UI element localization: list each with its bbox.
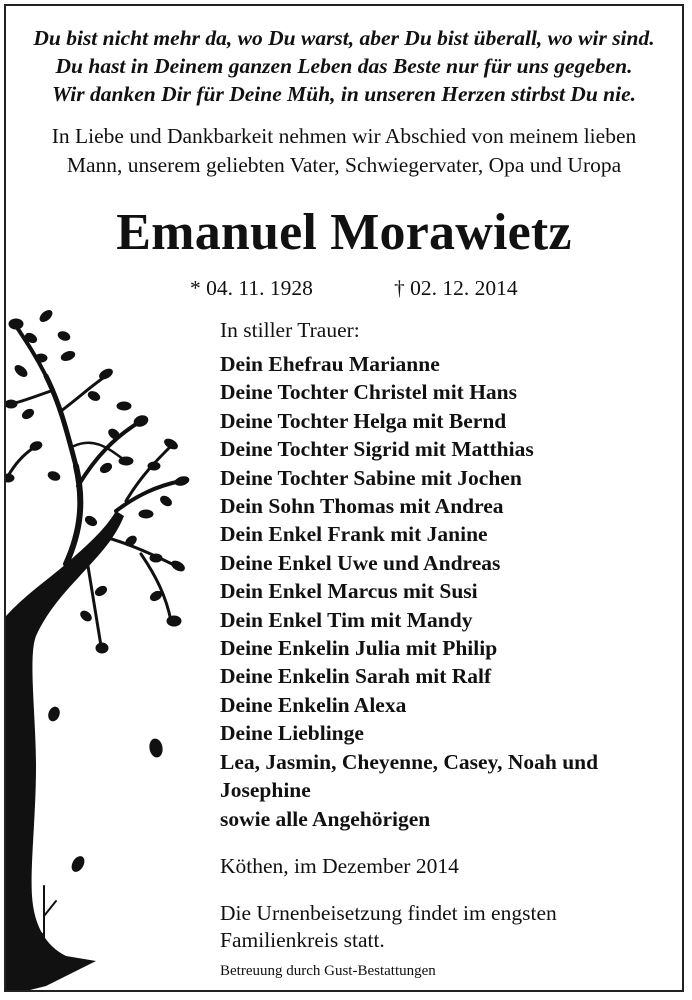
mourner-item: Deine Enkel Uwe und Andreas bbox=[220, 550, 501, 575]
birth-date: * 04. 11. 1928 bbox=[190, 276, 313, 300]
deceased-name: Emanuel Morawietz bbox=[116, 204, 572, 261]
intro-text bbox=[6, 122, 682, 179]
trauer-heading: In stiller Trauer: bbox=[220, 318, 360, 342]
intro-line: In Liebe und Dankbarkeit nehmen wir Abschied von meinem lieben bbox=[51, 124, 637, 148]
mourner-item: Deine Tochter Sabine mit Jochen bbox=[220, 465, 522, 490]
burial-line: Die Urnenbeisetzung findet im engsten bbox=[220, 901, 557, 925]
place-date: Köthen, im Dezember 2014 bbox=[220, 854, 459, 878]
funeral-home-credit: Betreuung durch Gust-Bestattungen bbox=[220, 963, 436, 979]
mourner-item: Dein Enkel Marcus mit Susi bbox=[220, 579, 478, 604]
mourners-list bbox=[220, 350, 670, 833]
mourner-item: Deine Tochter Sigrid mit Matthias bbox=[220, 437, 534, 462]
tree-silhouette-icon bbox=[6, 296, 206, 992]
mourner-item: Deine Enkelin Sarah mit Ralf bbox=[220, 664, 492, 689]
poem-line: Du hast in Deinem ganzen Leben das Beste nur für uns gegeben. bbox=[55, 54, 633, 78]
obituary-frame bbox=[4, 4, 684, 992]
mourner-item: Josephine bbox=[220, 778, 311, 803]
death-date: † 02. 12. 2014 bbox=[394, 276, 518, 300]
mourner-item: Deine Enkelin Alexa bbox=[220, 692, 407, 717]
poem bbox=[6, 24, 682, 108]
mourner-item: Deine Tochter Helga mit Bernd bbox=[220, 408, 507, 433]
poem-line: Wir danken Dir für Deine Müh, in unseren Herzen stirbst Du nie. bbox=[51, 82, 637, 106]
mourner-item: Dein Enkel Frank mit Janine bbox=[220, 522, 488, 547]
mourner-item: Deine Tochter Christel mit Hans bbox=[220, 380, 518, 405]
mourner-item: Deine Lieblinge bbox=[220, 721, 364, 746]
burial-notice bbox=[220, 900, 670, 954]
intro-line: Mann, unserem geliebten Vater, Schwiegervater, Opa und Uropa bbox=[66, 152, 622, 177]
burial-line: Familienkreis statt. bbox=[220, 928, 385, 952]
mourner-item: Dein Ehefrau Marianne bbox=[220, 352, 440, 376]
poem-line: Du bist nicht mehr da, wo Du warst, aber Du bist überall, wo wir sind. bbox=[33, 26, 655, 50]
mourner-item: Dein Enkel Tim mit Mandy bbox=[220, 607, 473, 632]
mourner-item: Dein Sohn Thomas mit Andrea bbox=[220, 494, 504, 519]
mourner-item: Lea, Jasmin, Cheyenne, Casey, Noah und bbox=[220, 749, 599, 774]
mourner-item: sowie alle Angehörigen bbox=[220, 806, 431, 831]
mourner-item: Deine Enkelin Julia mit Philip bbox=[220, 636, 498, 661]
